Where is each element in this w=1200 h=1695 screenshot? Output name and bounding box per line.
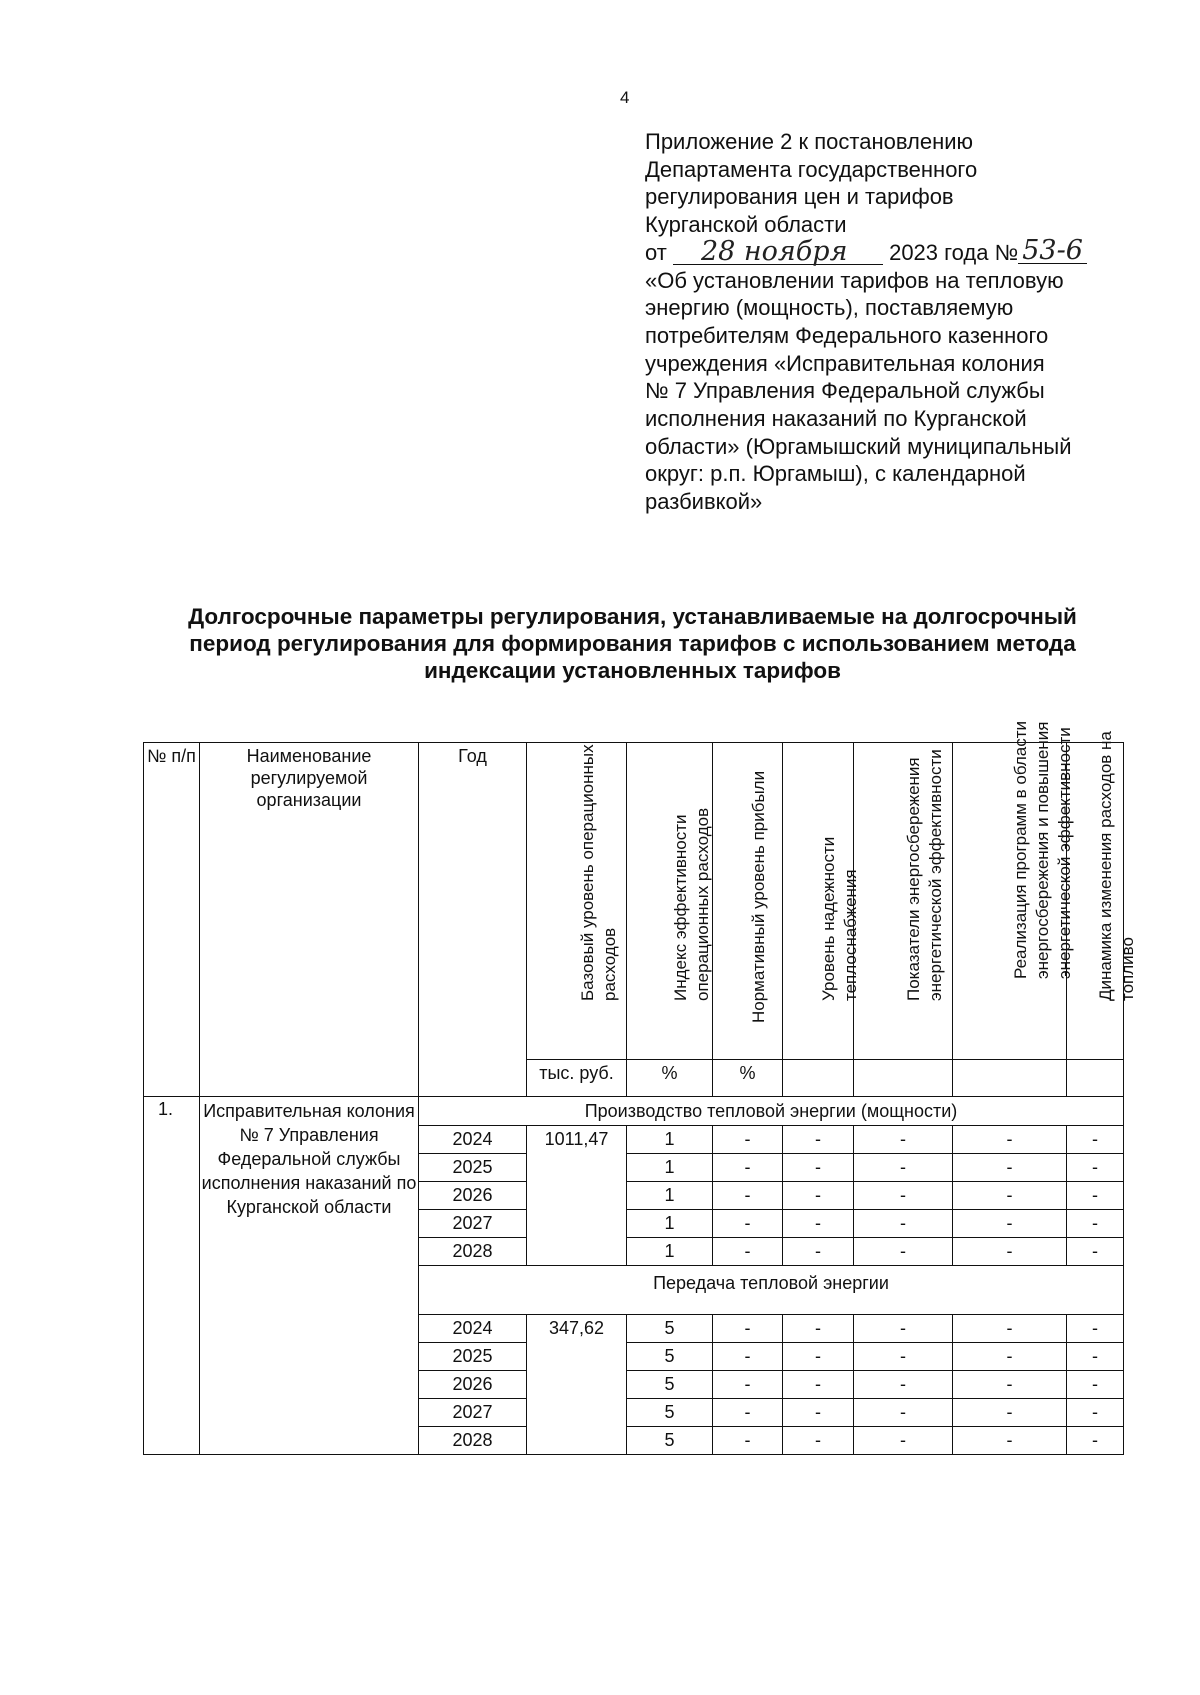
appendix-quote-line: «Об установлении тарифов на тепловую [645,267,1064,293]
index-cell: 5 [627,1343,713,1371]
handwritten-date: 28 ноября [673,240,883,265]
programs-cell: - [953,1371,1067,1399]
appendix-quote-line: исполнения наказаний по Курганской [645,406,1027,432]
profit-cell: - [713,1399,783,1427]
programs-cell: - [953,1427,1067,1455]
index-cell: 1 [627,1154,713,1182]
fuel-cell: - [1067,1343,1124,1371]
parameters-table [143,721,1137,1455]
appendix-line: Курганской области [645,212,847,238]
programs-cell: - [953,1182,1067,1210]
appendix-line: регулирования цен и тарифов [645,184,954,210]
profit-cell: - [713,1371,783,1399]
fuel-cell: - [1067,1371,1124,1399]
index-cell: 1 [627,1210,713,1238]
reliability-cell: - [783,1210,854,1238]
index-cell: 5 [627,1399,713,1427]
programs-cell: - [953,1154,1067,1182]
row-number: 1. [144,1097,200,1455]
header-eff-index: Индекс эффективности операционных расходов [627,743,713,1060]
year-cell: 2024 [419,1126,527,1154]
header-energy-indicators: Показатели энергосбережения энергетической эффективности [854,743,953,1060]
base-level-cell: 347,62 [527,1315,627,1455]
header-org: Наименование регулируемой организации [200,743,419,1097]
programs-cell: - [953,1343,1067,1371]
appendix-quote-line: разбивкой» [645,489,763,515]
indicators-cell: - [854,1238,953,1266]
title-line: индексации установленных тарифов [424,658,841,683]
appendix-quote-line: № 7 Управления Федеральной службы [645,378,1045,404]
indicators-cell: - [854,1371,953,1399]
appendix-line: Департамента государственного [645,156,978,182]
indicators-cell: - [854,1399,953,1427]
programs-cell: - [953,1210,1067,1238]
year-text: 2023 года № [889,239,1019,265]
year-cell: 2027 [419,1210,527,1238]
header-reliability: Уровень надежности теплоснабжения [783,743,854,1060]
index-cell: 1 [627,1126,713,1154]
section-title-production: Производство тепловой энергии (мощности) [419,1097,1124,1126]
reliability-cell: - [783,1371,854,1399]
programs-cell: - [953,1399,1067,1427]
header-num: № п/п [144,743,200,1097]
handwritten-number: 53-6 [1018,239,1087,264]
year-cell: 2025 [419,1343,527,1371]
header-fuel: Динамика изменения расходов на топливо [1067,743,1124,1060]
year-cell: 2026 [419,1182,527,1210]
unit-empty [1067,1060,1124,1097]
header-year: Год [419,743,527,1097]
year-cell: 2024 [419,1315,527,1343]
date-prefix: от [645,239,667,265]
appendix-line: Приложение 2 к постановлению [645,129,974,154]
reliability-cell: - [783,1399,854,1427]
indicators-cell: - [854,1126,953,1154]
section-row [144,1097,1124,1126]
profit-cell: - [713,1343,783,1371]
page-number: 4 [620,88,630,107]
reliability-cell: - [783,1343,854,1371]
fuel-cell: - [1067,1238,1124,1266]
reliability-cell: - [783,1315,854,1343]
unit-eff-index: % [627,1060,713,1097]
appendix-quote-line: потребителям Федерального казенного [645,322,1049,348]
appendix-block [645,128,1145,516]
reliability-cell: - [783,1238,854,1266]
title-line: период регулирования для формирования тарифов с использованием метода [189,631,1076,656]
reliability-cell: - [783,1427,854,1455]
profit-cell: - [713,1126,783,1154]
year-cell: 2027 [419,1399,527,1427]
indicators-cell: - [854,1182,953,1210]
unit-empty [854,1060,953,1097]
header-programs: Реализация программ в области энергосбережения и повышения энергетической эффективности [953,743,1067,1060]
title-line: Долгосрочные параметры регулирования, устанавливаемые на долгосрочный [188,604,1077,629]
index-cell: 5 [627,1315,713,1343]
appendix-quote-line: энергию (мощность), поставляемую [645,295,1014,321]
profit-cell: - [713,1210,783,1238]
header-base: Базовый уровень операционных расходов [527,743,627,1060]
unit-base: тыс. руб. [527,1060,627,1097]
index-cell: 5 [627,1427,713,1455]
unit-profit: % [713,1060,783,1097]
appendix-quote-line: учреждения «Исправительная колония [645,350,1045,376]
year-cell: 2028 [419,1238,527,1266]
programs-cell: - [953,1238,1067,1266]
index-cell: 1 [627,1238,713,1266]
indicators-cell: - [854,1210,953,1238]
fuel-cell: - [1067,1399,1124,1427]
indicators-cell: - [854,1154,953,1182]
fuel-cell: - [1067,1210,1124,1238]
indicators-cell: - [854,1343,953,1371]
unit-empty [783,1060,854,1097]
fuel-cell: - [1067,1182,1124,1210]
fuel-cell: - [1067,1154,1124,1182]
section-title-transfer: Передача тепловой энергии [419,1266,1124,1315]
year-cell: 2026 [419,1371,527,1399]
fuel-cell: - [1067,1126,1124,1154]
year-cell: 2025 [419,1154,527,1182]
programs-cell: - [953,1315,1067,1343]
index-cell: 1 [627,1182,713,1210]
profit-cell: - [713,1182,783,1210]
indicators-cell: - [854,1315,953,1343]
header-profit: Нормативный уровень прибыли [713,743,783,1060]
index-cell: 5 [627,1371,713,1399]
reliability-cell: - [783,1154,854,1182]
fuel-cell: - [1067,1427,1124,1455]
profit-cell: - [713,1154,783,1182]
profit-cell: - [713,1427,783,1455]
reliability-cell: - [783,1126,854,1154]
appendix-quote-line: области» (Юргамышский муниципальный [645,433,1072,459]
indicators-cell: - [854,1427,953,1455]
appendix-quote-line: округ: р.п. Юргамыш), с календарной [645,461,1026,487]
profit-cell: - [713,1315,783,1343]
table-header-row [144,743,1124,1060]
reliability-cell: - [783,1182,854,1210]
fuel-cell: - [1067,1315,1124,1343]
base-level-cell: 1011,47 [527,1126,627,1266]
unit-empty [953,1060,1067,1097]
year-cell: 2028 [419,1427,527,1455]
profit-cell: - [713,1238,783,1266]
org-name: Исправительная колония № 7 Управления Федеральной службы исполнения наказаний по Курганской области [200,1097,419,1455]
appendix-date-line [645,234,1145,267]
programs-cell: - [953,1126,1067,1154]
document-title [140,603,1125,684]
